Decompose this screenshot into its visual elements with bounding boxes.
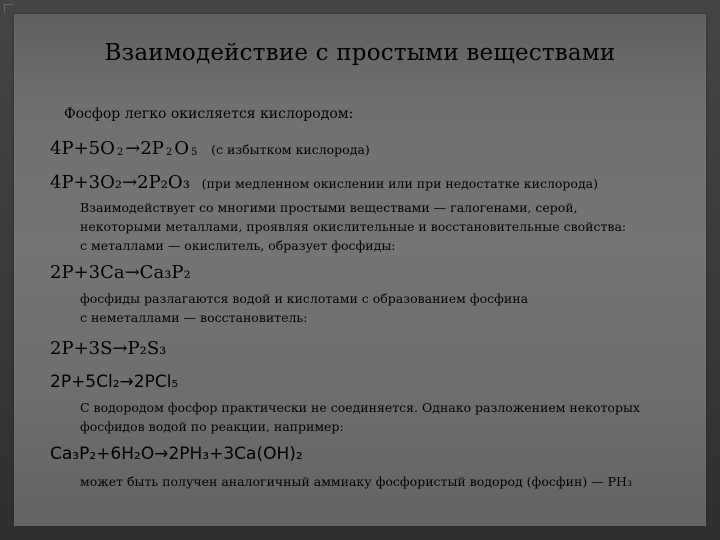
paragraph-line: С водородом фосфор практически не соединяется. Однако разложением некоторых <box>80 400 640 415</box>
paragraph-line: некоторыми металлами, проявляя окислительные и восстановительные свойства: <box>80 219 627 234</box>
paragraph-line: Взаимодействует со многими простыми веществами — галогенами, серой, <box>80 200 578 215</box>
equation-formula: 4P+3O₂→2P₂O₃ <box>50 172 190 193</box>
paragraph-phosphides <box>80 289 528 327</box>
equation-subscript: 2 <box>116 147 124 158</box>
paragraph-line: с металлами — окислитель, образует фосфиды: <box>80 238 396 253</box>
equation-subscript: 5 <box>191 147 198 158</box>
equation-phosphine-formation: Ca₃P₂+6H₂O→2PH₃+3Ca(OH)₂ <box>50 444 303 464</box>
frame-corner-decoration <box>4 4 13 13</box>
equation-phosphorus-slow-oxidation <box>50 172 598 193</box>
equation-phosphorus-chloride: 2P+5Cl₂→2PCl₅ <box>50 372 179 392</box>
paragraph-line: фосфиды разлагаются водой и кислотами с образованием фосфина <box>80 291 529 306</box>
intro-text: Фосфор легко окисляется кислородом: <box>64 106 354 122</box>
equation-part: 4P+5O <box>50 138 115 159</box>
equation-calcium-phosphide: 2P+3Ca→Ca₃P₂ <box>50 262 191 283</box>
equation-phosphorus-excess-oxygen <box>50 138 370 159</box>
paragraph-hydrogen <box>80 398 640 436</box>
equation-note: (с избытком кислорода) <box>211 142 370 157</box>
equation-subscript: 2 <box>165 147 173 158</box>
paragraph-line: фосфидов водой по реакции, например: <box>80 419 344 434</box>
equation-phosphorus-sulfide: 2P+3S→P₂S₃ <box>50 338 167 359</box>
equation-part: →2P <box>125 138 164 159</box>
slide-title: Взаимодействие с простыми веществами <box>104 40 616 66</box>
paragraph-simple-substances <box>80 198 626 255</box>
equation-note: (при медленном окислении или при недостатке кислорода) <box>201 176 598 191</box>
paragraph-phosphine: может быть получен аналогичный аммиаку фосфористый водород (фосфин) — PH₃ <box>80 474 632 489</box>
equation-part: O <box>174 138 190 159</box>
paragraph-line: с неметаллами — восстановитель: <box>80 310 308 325</box>
